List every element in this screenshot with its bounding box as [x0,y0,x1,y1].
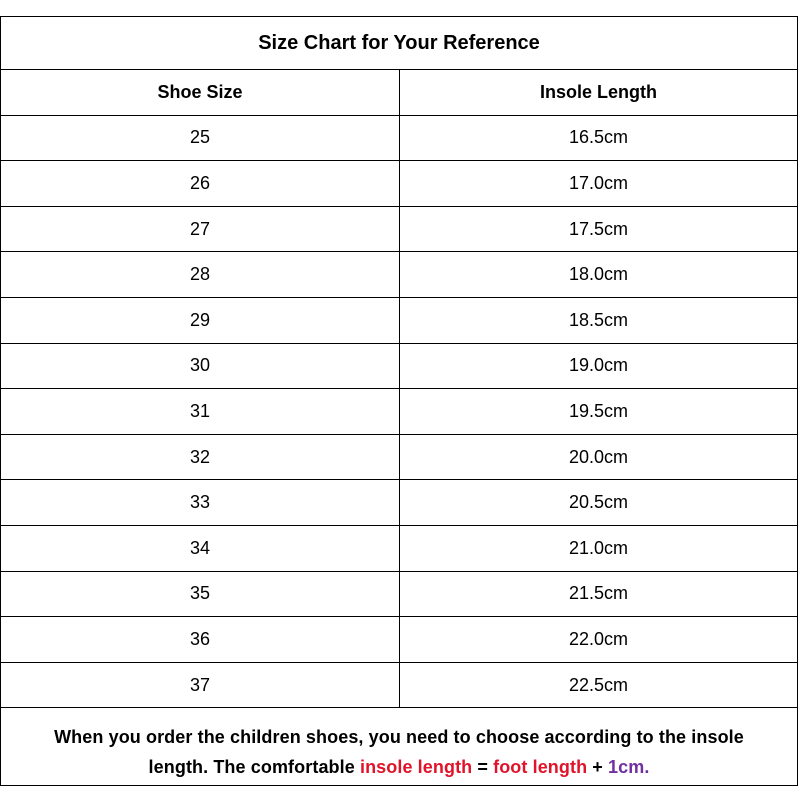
insole-length-term: insole length [359,757,473,778]
table-header-row [1,70,797,116]
shoe-size-cell: 27 [1,207,400,252]
table-row [1,116,797,162]
size-chart-table [0,16,798,786]
insole-length-cell: 21.5cm [568,583,629,604]
table-row [1,344,797,390]
table-row [1,252,797,298]
insole-length-cell: 17.0cm [568,172,629,193]
insole-length-cell: 18.5cm [568,309,629,330]
shoe-size-cell: 36 [1,617,400,662]
insole-length-cell: 16.5cm [568,127,629,148]
shoe-size-cell: 31 [1,389,400,434]
insole-length-cell: 18.0cm [568,264,629,285]
insole-length-cell: 22.0cm [568,628,629,649]
insole-length-cell: 19.5cm [568,400,629,421]
note-text-prefix: length. The comfortable [148,757,360,778]
table-title: Size Chart for Your Reference [1,17,797,70]
shoe-size-cell: 34 [1,526,400,571]
table-row [1,526,797,572]
shoe-size-cell: 32 [1,435,400,480]
insole-length-cell: 20.0cm [568,446,629,467]
shoe-size-cell: 33 [1,480,400,525]
shoe-size-cell: 25 [1,116,400,161]
table-row [1,161,797,207]
header-shoe-size: Shoe Size [1,70,400,115]
table-row [1,207,797,253]
table-row [1,480,797,526]
table-row [1,572,797,618]
insole-length-cell: 19.0cm [568,355,629,376]
sizing-note-line-2 [9,752,789,782]
shoe-size-cell: 37 [1,663,400,708]
insole-length-cell: 22.5cm [568,674,629,695]
insole-length-cell: 17.5cm [568,218,629,239]
shoe-size-cell: 26 [1,161,400,206]
extra-length-value: 1cm. [608,757,650,778]
sizing-note-line-1: When you order the children shoes, you need to choose according to the insole [54,727,744,748]
table-row [1,435,797,481]
table-row [1,663,797,709]
shoe-size-cell: 28 [1,252,400,297]
table-row [1,298,797,344]
table-row [1,389,797,435]
sizing-note [1,708,797,786]
plus-sign: + [587,757,609,778]
insole-length-cell: 21.0cm [568,537,629,558]
foot-length-term: foot length [493,757,588,778]
equals-sign: = [472,757,494,778]
shoe-size-cell: 35 [1,572,400,617]
shoe-size-cell: 30 [1,344,400,389]
shoe-size-cell: 29 [1,298,400,343]
insole-length-cell: 20.5cm [568,492,629,513]
table-row [1,617,797,663]
header-insole-length: Insole Length [540,81,657,102]
